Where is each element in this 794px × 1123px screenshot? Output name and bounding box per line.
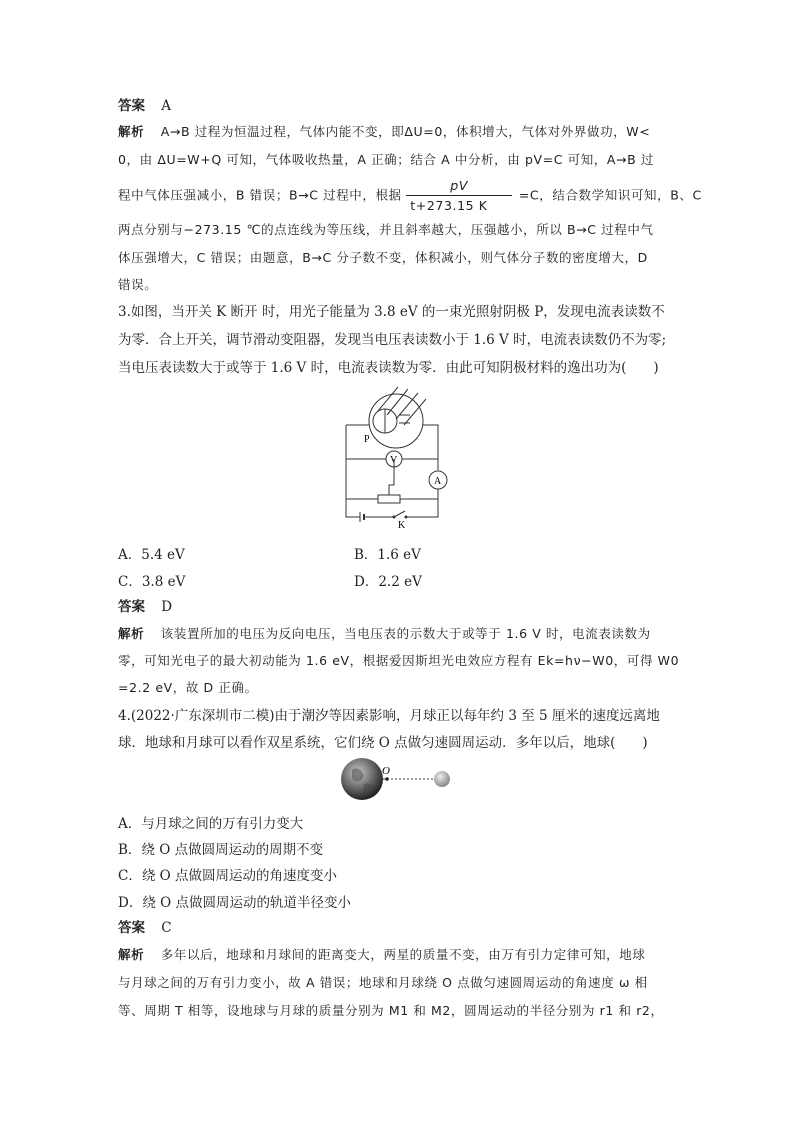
q3-analysis-line-3: =2.2 eV，故 D 正确。: [118, 680, 258, 695]
answer-label: 答案: [118, 98, 145, 114]
fraction-numerator: pV: [450, 178, 468, 193]
moon-icon: [434, 771, 450, 787]
label-k: K: [398, 520, 406, 530]
q4-analysis-line-3: 等、周期 T 相等，设地球与月球的质量分别为 M1 和 M2，圆周运动的半径分别为 r1 和 r2，: [118, 1003, 664, 1018]
q2-analysis-line-1: [118, 122, 650, 142]
switch-icon: [394, 511, 405, 517]
q2-analysis-line-6: 错误。: [118, 277, 158, 292]
analysis-text: A→B 过程为恒温过程，气体内能不变，即ΔU=0，体积增大，气体对外界做功，W<: [160, 124, 651, 139]
q4-stem-line-1: 4.(2022·广东深圳市二模)由于潮汐等因素影响，月球正以每年约 3 至 5 厘米的速度远离地: [118, 708, 660, 724]
q3-option-b: B．1.6 eV: [354, 547, 421, 563]
analysis-text: =C，结合数学知识可知，B、C: [518, 187, 702, 203]
q3-analysis-line-1: [118, 624, 651, 644]
q2-analysis-line-2: 0，由 ΔU=W+Q 可知，气体吸收热量，A 正确；结合 A 中分析，由 pV=C 可知，A→B 过: [118, 152, 654, 167]
q3-stem-line-3: 当电压表读数大于或等于 1.6 V 时，电流表读数为零．由此可知阴极材料的逸出功为( ): [118, 360, 659, 376]
analysis-text: 该装置所加的电压为反向电压，当电压表的示数大于或等于 1.6 V 时，电流表读数为: [160, 626, 651, 641]
fraction-denominator: t+273.15 K: [410, 198, 488, 213]
q4-analysis-line-1: [118, 945, 645, 965]
q2-answer-line: [118, 96, 171, 116]
answer-label: 答案: [118, 599, 145, 615]
label-p: P: [364, 434, 370, 445]
analysis-text: 多年以后，地球和月球间的距离变大，两星的质量不变，由万有引力定律可知，地球: [160, 947, 646, 962]
q4-option-a: A．与月球之间的万有引力变大: [118, 816, 304, 832]
analysis-label: 解析: [118, 626, 145, 641]
phototube-icon: [369, 394, 423, 448]
q4-stem-line-2: 球．地球和月球可以看作双星系统，它们绕 O 点做匀速圆周运动．多年以后，地球( ): [118, 735, 648, 751]
q4-option-d: D．绕 O 点做圆周运动的轨道半径变小: [118, 895, 351, 911]
analysis-label: 解析: [118, 124, 145, 139]
label-a: A: [434, 476, 442, 487]
answer-value: C: [161, 920, 172, 936]
center-o-icon: [385, 777, 389, 781]
q3-answer-line: [118, 597, 172, 617]
label-v: V: [390, 455, 398, 466]
q3-analysis-line-2: 零，可知光电子的最大初动能为 1.6 eV，根据爱因斯坦光电效应方程有 Ek=hν−W0，可得 W0: [118, 653, 680, 668]
q4-answer-line: [118, 918, 172, 938]
analysis-label: 解析: [118, 947, 145, 962]
label-o: O: [382, 765, 390, 777]
q3-option-d: D．2.2 eV: [354, 574, 422, 590]
q3-stem-line-2: 为零．合上开关，调节滑动变阻器，发现当电压表读数小于 1.6 V 时，电流表读数仍不为零;: [118, 332, 667, 348]
q2-analysis-line-3: [118, 178, 702, 214]
q2-analysis-line-5: 体压强增大，C 错误；由题意，B→C 分子数不变，体积减小，则气体分子数的密度增大，D: [118, 250, 648, 265]
q3-option-c: C．3.8 eV: [118, 574, 186, 590]
photoelectric-circuit-diagram: [330, 385, 460, 530]
q2-analysis-line-4: 两点分别与−273.15 ℃的点连线为等压线，并且斜率越大，压强越小，所以 B→C 过程中气: [118, 222, 654, 237]
analysis-text: 程中气体压强减小，B 错误；B→C 过程中，根据: [118, 187, 402, 203]
q3-stem-line-1: 3.如图，当开关 K 断开 时，用光子能量为 3.8 eV 的一束光照射阴极 P，发现电流表读数不: [118, 304, 665, 320]
answer-label: 答案: [118, 920, 145, 936]
q3-option-a: A．5.4 eV: [118, 547, 185, 563]
q4-analysis-line-2: 与月球之间的万有引力变小，故 A 错误；地球和月球绕 O 点做匀速圆周运动的角速度 ω 相: [118, 975, 648, 990]
fraction: [406, 178, 514, 214]
earth-moon-diagram: [340, 756, 460, 802]
answer-value: D: [161, 599, 173, 615]
answer-value: A: [161, 98, 172, 114]
q4-option-b: B．绕 O 点做圆周运动的周期不变: [118, 842, 324, 858]
q4-option-c: C．绕 O 点做圆周运动的角速度变小: [118, 868, 337, 884]
rheostat-icon: [378, 495, 400, 503]
